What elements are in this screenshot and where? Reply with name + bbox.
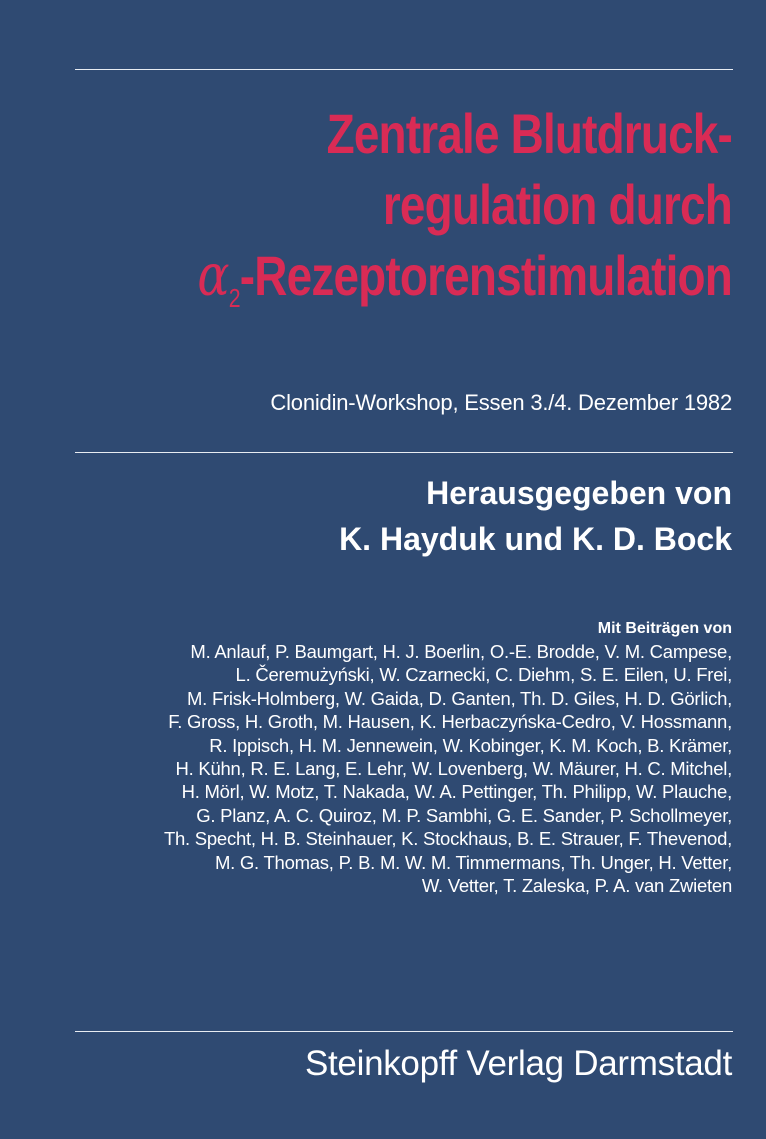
editors-names: K. Hayduk und K. D. Bock: [339, 521, 732, 557]
contributors-line: H. Mörl, W. Motz, T. Nakada, W. A. Pettinger, Th. Philipp, W. Plauche,: [181, 781, 732, 803]
contributors-line: L. Čeremużyński, W. Czarnecki, C. Diehm, S. E. Eilen, U. Frei,: [235, 664, 732, 686]
contributors-list: [92, 640, 732, 897]
contributors-line: M. Anlauf, P. Baumgart, H. J. Boerlin, O.-E. Brodde, V. M. Campese,: [190, 641, 732, 662]
book-title: [158, 98, 732, 334]
title-line-3: [158, 240, 732, 334]
middle-divider: [75, 452, 733, 453]
editors-block: [339, 470, 732, 562]
contributors-line: Th. Specht, H. B. Steinhauer, K. Stockhaus, B. E. Strauer, F. Thevenod,: [163, 828, 732, 850]
publisher-name: Steinkopff Verlag Darmstadt: [304, 1044, 732, 1083]
title-line-3-text: -Rezeptorenstimulation: [239, 244, 732, 307]
contributors-line: F. Gross, H. Groth, M. Hausen, K. Herbaczyńska-Cedro, V. Hossmann,: [168, 711, 732, 733]
contributors-line: M. G. Thomas, P. B. M. W. M. Timmermans, Th. Unger, H. Vetter,: [214, 851, 732, 873]
contributors-line: H. Kühn, R. E. Lang, E. Lehr, W. Lovenberg, W. Mäurer, H. C. Mitchel,: [175, 758, 732, 780]
title-line-2: regulation durch: [382, 173, 732, 236]
contributors-line: M. Frisk-Holmberg, W. Gaida, D. Ganten, Th. D. Giles, H. D. Görlich,: [187, 687, 732, 709]
contributors-line: R. Ippisch, H. M. Jennewein, W. Kobinger, K. M. Koch, B. Krämer,: [209, 734, 732, 756]
top-divider: [75, 69, 733, 70]
alpha-subscript: 2: [228, 283, 240, 313]
contributors-heading: Mit Beiträgen von: [597, 620, 732, 637]
workshop-subtitle: Clonidin-Workshop, Essen 3./4. Dezember 1982: [270, 390, 732, 415]
title-line-1: Zentrale Blutdruck-: [326, 102, 732, 165]
contributors-line: G. Planz, A. C. Quiroz, M. P. Sambhi, G. E. Sander, P. Schollmeyer,: [196, 804, 732, 826]
editors-heading: Herausgegeben von: [426, 475, 732, 511]
alpha-symbol: α: [197, 241, 229, 309]
contributors-line: W. Vetter, T. Zaleska, P. A. van Zwieten: [421, 875, 732, 897]
bottom-divider: [75, 1031, 733, 1032]
